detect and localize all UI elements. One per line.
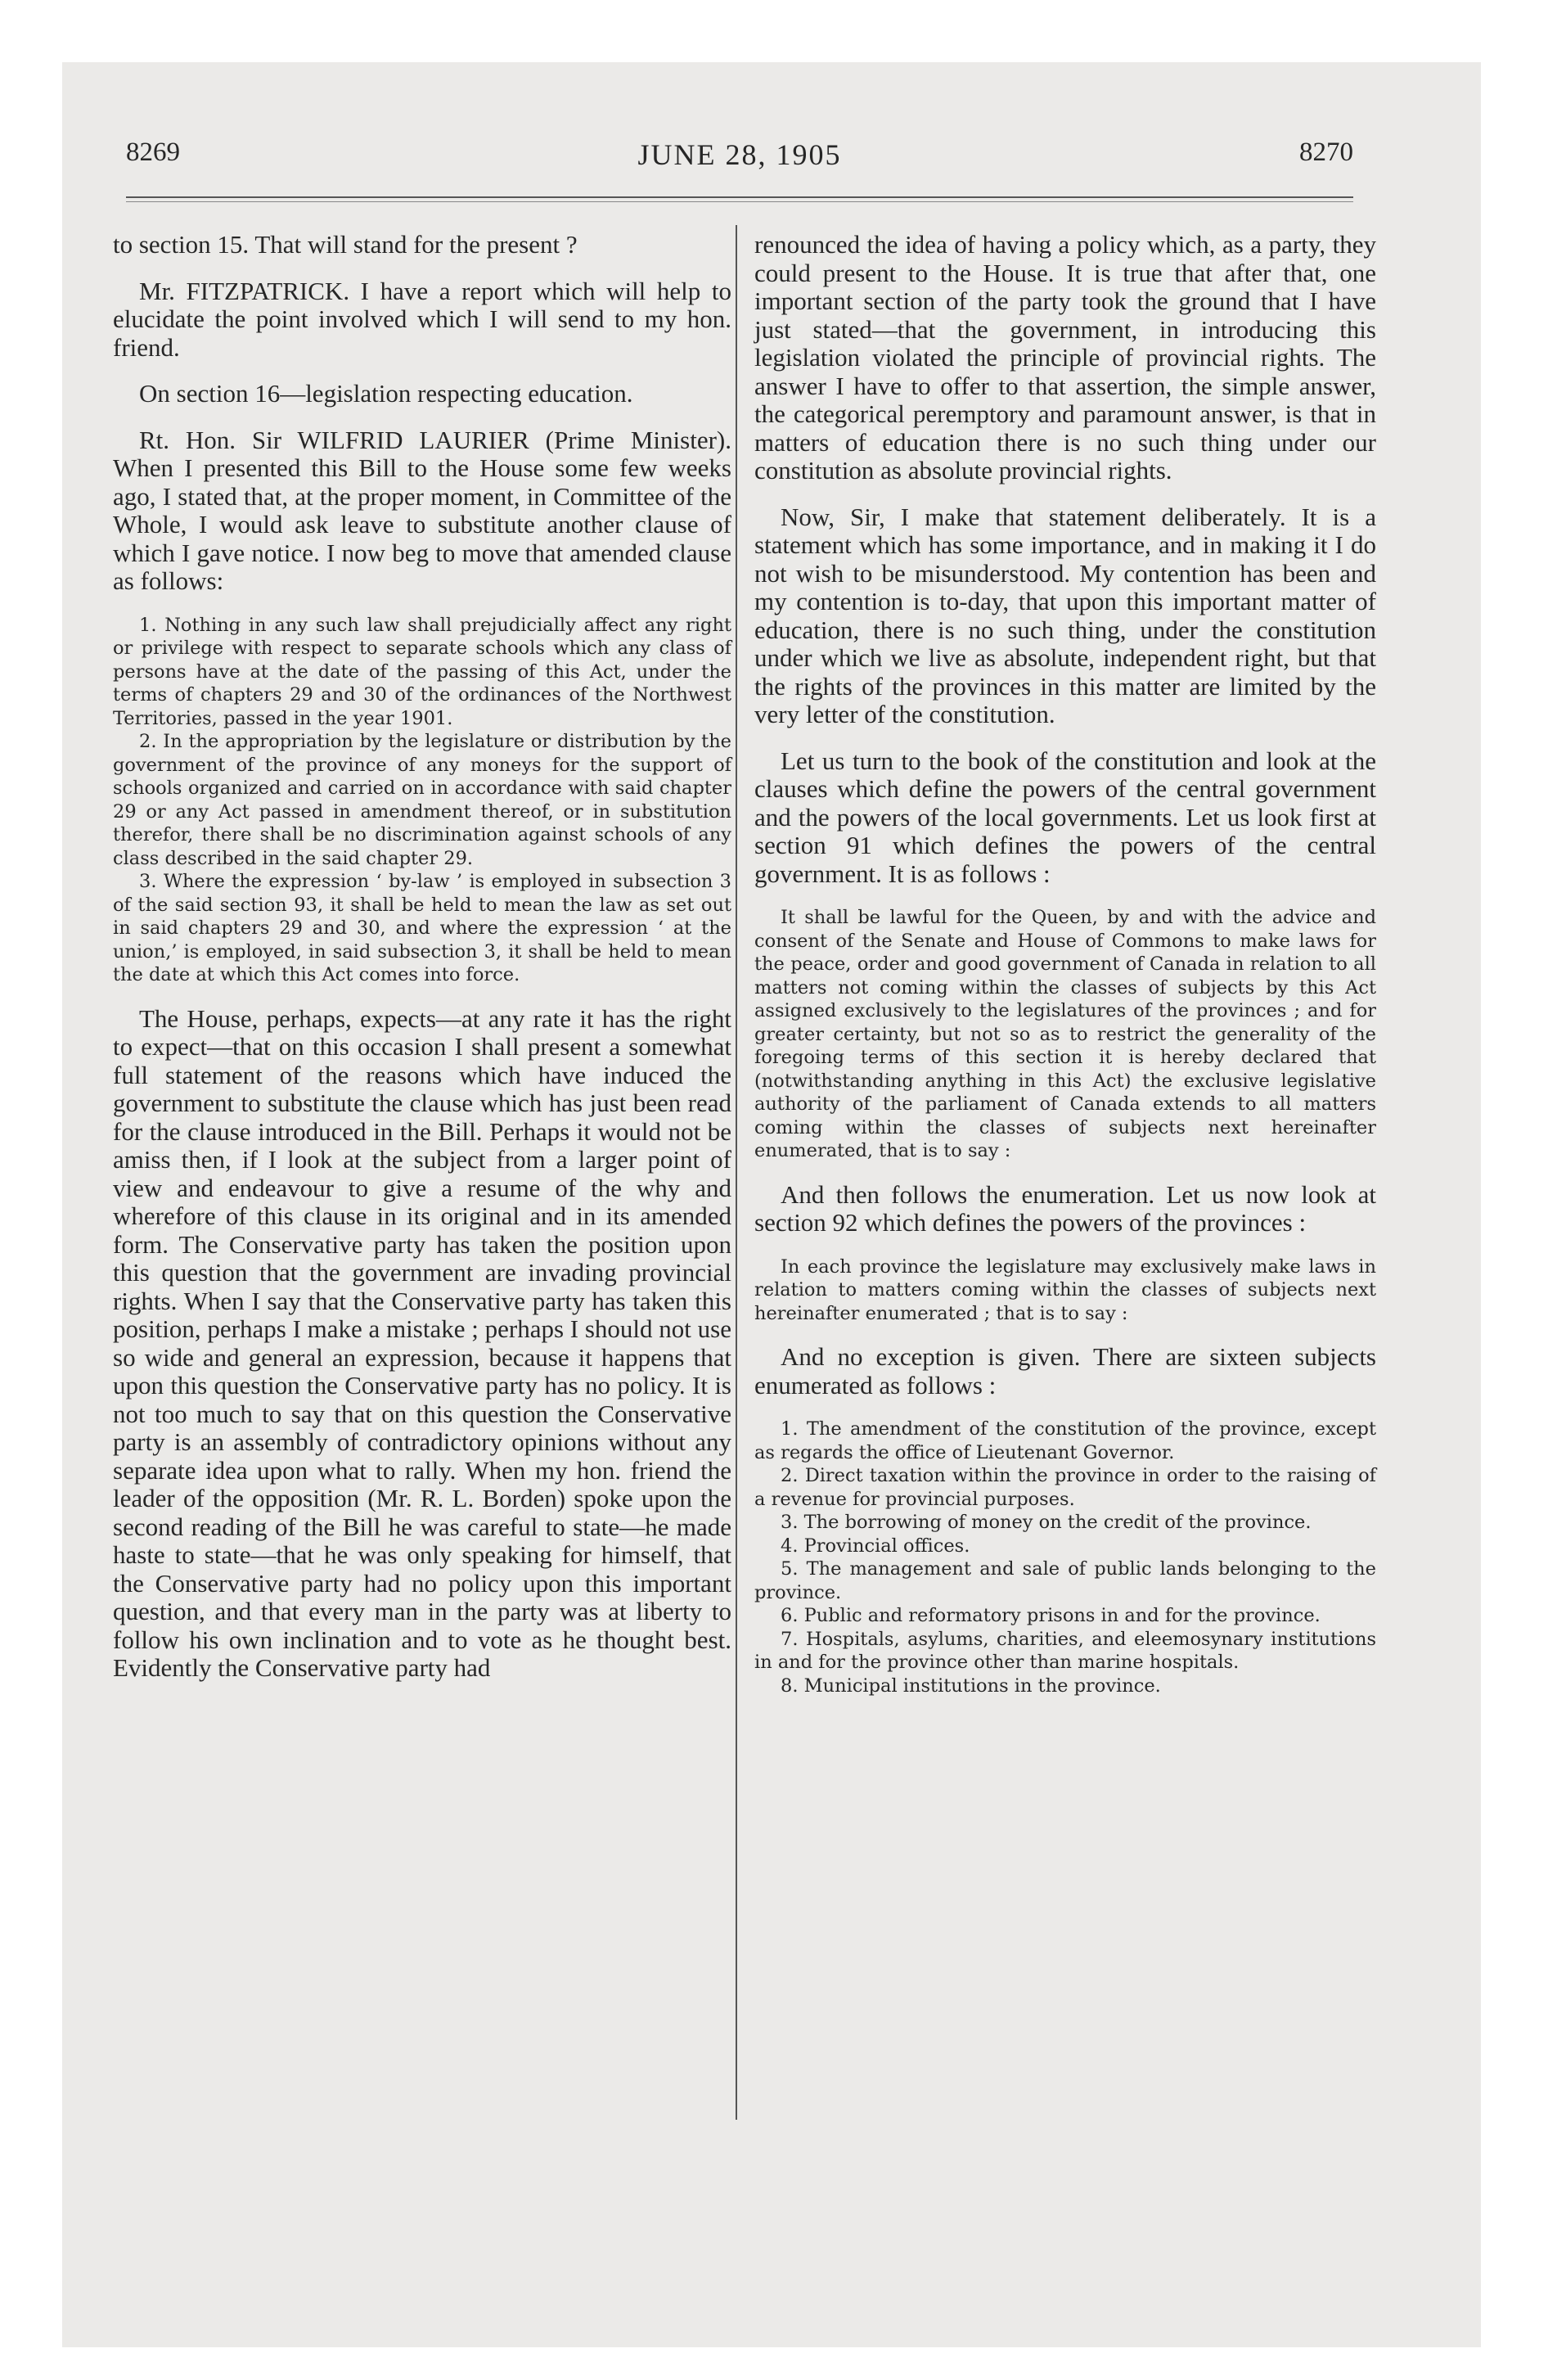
paragraph: Rt. Hon. Sir WILFRID LAURIER (Prime Minister). When I presented this Bill to the House some few weeks ago, I stated that, at the proper moment, in Committee of the Whole, I would ask leave to substitute another clause of which I gave notice. I now beg to move that amended clause as follows: [113, 425, 731, 595]
quote-item: It shall be lawful for the Queen, by and with the advice and consent of the Senate and House of Commons to make laws for the peace, order and good government of Canada in relation to all matters not coming within the classes of subjects by this Act assigned exclusively to the legislatures of the provinces ; and for greater certainty, but not so as to restrict the generality of the foregoing terms of this section it is hereby declared that (notwithstanding anything in this Act) the exclusive legislative authority of the parliament of Canada extends to all matters coming within the classes of subjects next hereinafter enumerated, that is to say : [754, 907, 1376, 1161]
left-column [113, 231, 731, 1701]
paragraph: And then follows the enumeration. Let us now look at section 92 which defines the powers of the provinces : [754, 1179, 1376, 1237]
list-item: 4. Provincial offices. [781, 1535, 970, 1557]
list-item: 6. Public and reformatory prisons in and for the province. [781, 1605, 1321, 1626]
quote-item: 2. In the appropriation by the legislature or distribution by the government of the province of any moneys for the support of schools organized and carried on in accordance with said chapter 29 or any Act passed in amendment thereof, or in substitution therefor, there shall be no discrimination against schools of any class described in the said chapter 29. [113, 731, 731, 869]
quoted-section-91 [754, 906, 1376, 1163]
paragraph: Now, Sir, I make that statement deliberately. It is a statement which has some importance, and in making it I do not wish to be misunderstood. My contention has been and my contention is to-day, that upon this important matter of education, there is no such thing, under the constitution under which we live as absolute, independent right, but that the rights of the provinces in this matter are limited by the very letter of the constitution. [754, 502, 1376, 728]
list-item: 8. Municipal institutions in the province. [781, 1675, 1161, 1697]
list-item: 1. The amendment of the constitution of the province, except as regards the office of Lieutenant Governor. [754, 1418, 1376, 1463]
quote-item: 3. Where the expression ‘ by-law ’ is employed in subsection 3 of the said section 93, it shall be held to mean the law as set out in said chapters 29 and 30, and where the expression ‘ at the union,’ is employed, in said subsection 3, it shall be held to mean the date at which this Act comes into force. [113, 871, 731, 985]
quoted-section-92 [754, 1255, 1376, 1326]
page-number-right: 8270 [1299, 137, 1353, 167]
list-item: 2. Direct taxation within the province in order to the raising of a revenue for provincial purposes. [754, 1465, 1376, 1510]
list-item: 7. Hospitals, asylums, charities, and eleemosynary institutions in and for the province other than marine hospitals. [754, 1628, 1376, 1673]
quote-item: In each province the legislature may exclusively make laws in relation to matters coming within the classes of subjects next hereinafter enumerated ; that is to say : [754, 1255, 1376, 1324]
paragraph: renounced the idea of having a policy which, as a party, they could present to the House. It is true that after that, one important section of the party took the ground that I have just stated—that the government, in introducing this legislation violated the principle of provincial rights. The answer I have to offer to that assertion, the simple answer, the categorical peremptory and paramount answer, is that in matters of education there is no such thing under our constitution as absolute provincial rights. [754, 230, 1376, 485]
list-item: 5. The management and sale of public lands belonging to the province. [754, 1558, 1376, 1603]
page-header [126, 129, 1353, 178]
paragraph: On section 16—legislation respecting education. [139, 379, 633, 408]
paragraph: Mr. FITZPATRICK. I have a report which will help to elucidate the point involved which I will send to my hon. friend. [113, 276, 731, 362]
quote-item: 1. Nothing in any such law shall prejudicially affect any right or privilege with respect to separate schools which any class of persons have at the date of the passing of this Act, under the terms of chapters 29 and 30 of the ordinances of the Northwest Territories, passed in the year 1901. [113, 614, 731, 729]
page-number-left: 8269 [126, 137, 180, 167]
page-date: JUNE 28, 1905 [637, 138, 842, 171]
column-divider [736, 225, 737, 2120]
right-column [754, 231, 1376, 1715]
header-rule [126, 196, 1353, 202]
list-item: 3. The borrowing of money on the credit of the province. [781, 1512, 1312, 1533]
quoted-clause [113, 614, 731, 987]
paragraph: Let us turn to the book of the constitution and look at the clauses which define the powers of the central government and the powers of the local governments. Let us look first at section 91 which defines the powers of the central government. It is as follows : [754, 746, 1376, 888]
enumerated-subjects-list [754, 1418, 1376, 1697]
paragraph: The House, perhaps, expects—at any rate it has the right to expect—that on this occasion I shall present a somewhat full statement of the reasons which have induced the government to substitute the clause which has just been read for the clause introduced in the Bill. Perhaps it would not be amiss then, if I look at the subject from a larger point of view and endeavour to give a resume of the why and wherefore of this clause in its original and in its amended form. The Conservative party has taken the position upon this question that the government are invading provincial rights. When I say that the Conservative party has taken this position, perhaps I make a mistake ; perhaps I should not use so wide and general an expression, because it happens that upon this question the Conservative party has no policy. It is not too much to say that on this question the Conservative party is an assembly of contradictory opinions without any separate idea upon what to rally. When my hon. friend the leader of the opposition (Mr. R. L. Borden) spoke upon the second reading of the Bill he was careful to state—he made haste to state—that he was only speaking for himself, that the Conservative party had no policy upon this important question, and that every man in the party was at liberty to follow his own inclination and to vote as he thought best. Evidently the Conservative party had [113, 1003, 731, 1682]
paragraph: to section 15. That will stand for the present ? [113, 230, 578, 259]
paragraph: And no exception is given. There are sixteen subjects enumerated as follows : [754, 1342, 1376, 1400]
